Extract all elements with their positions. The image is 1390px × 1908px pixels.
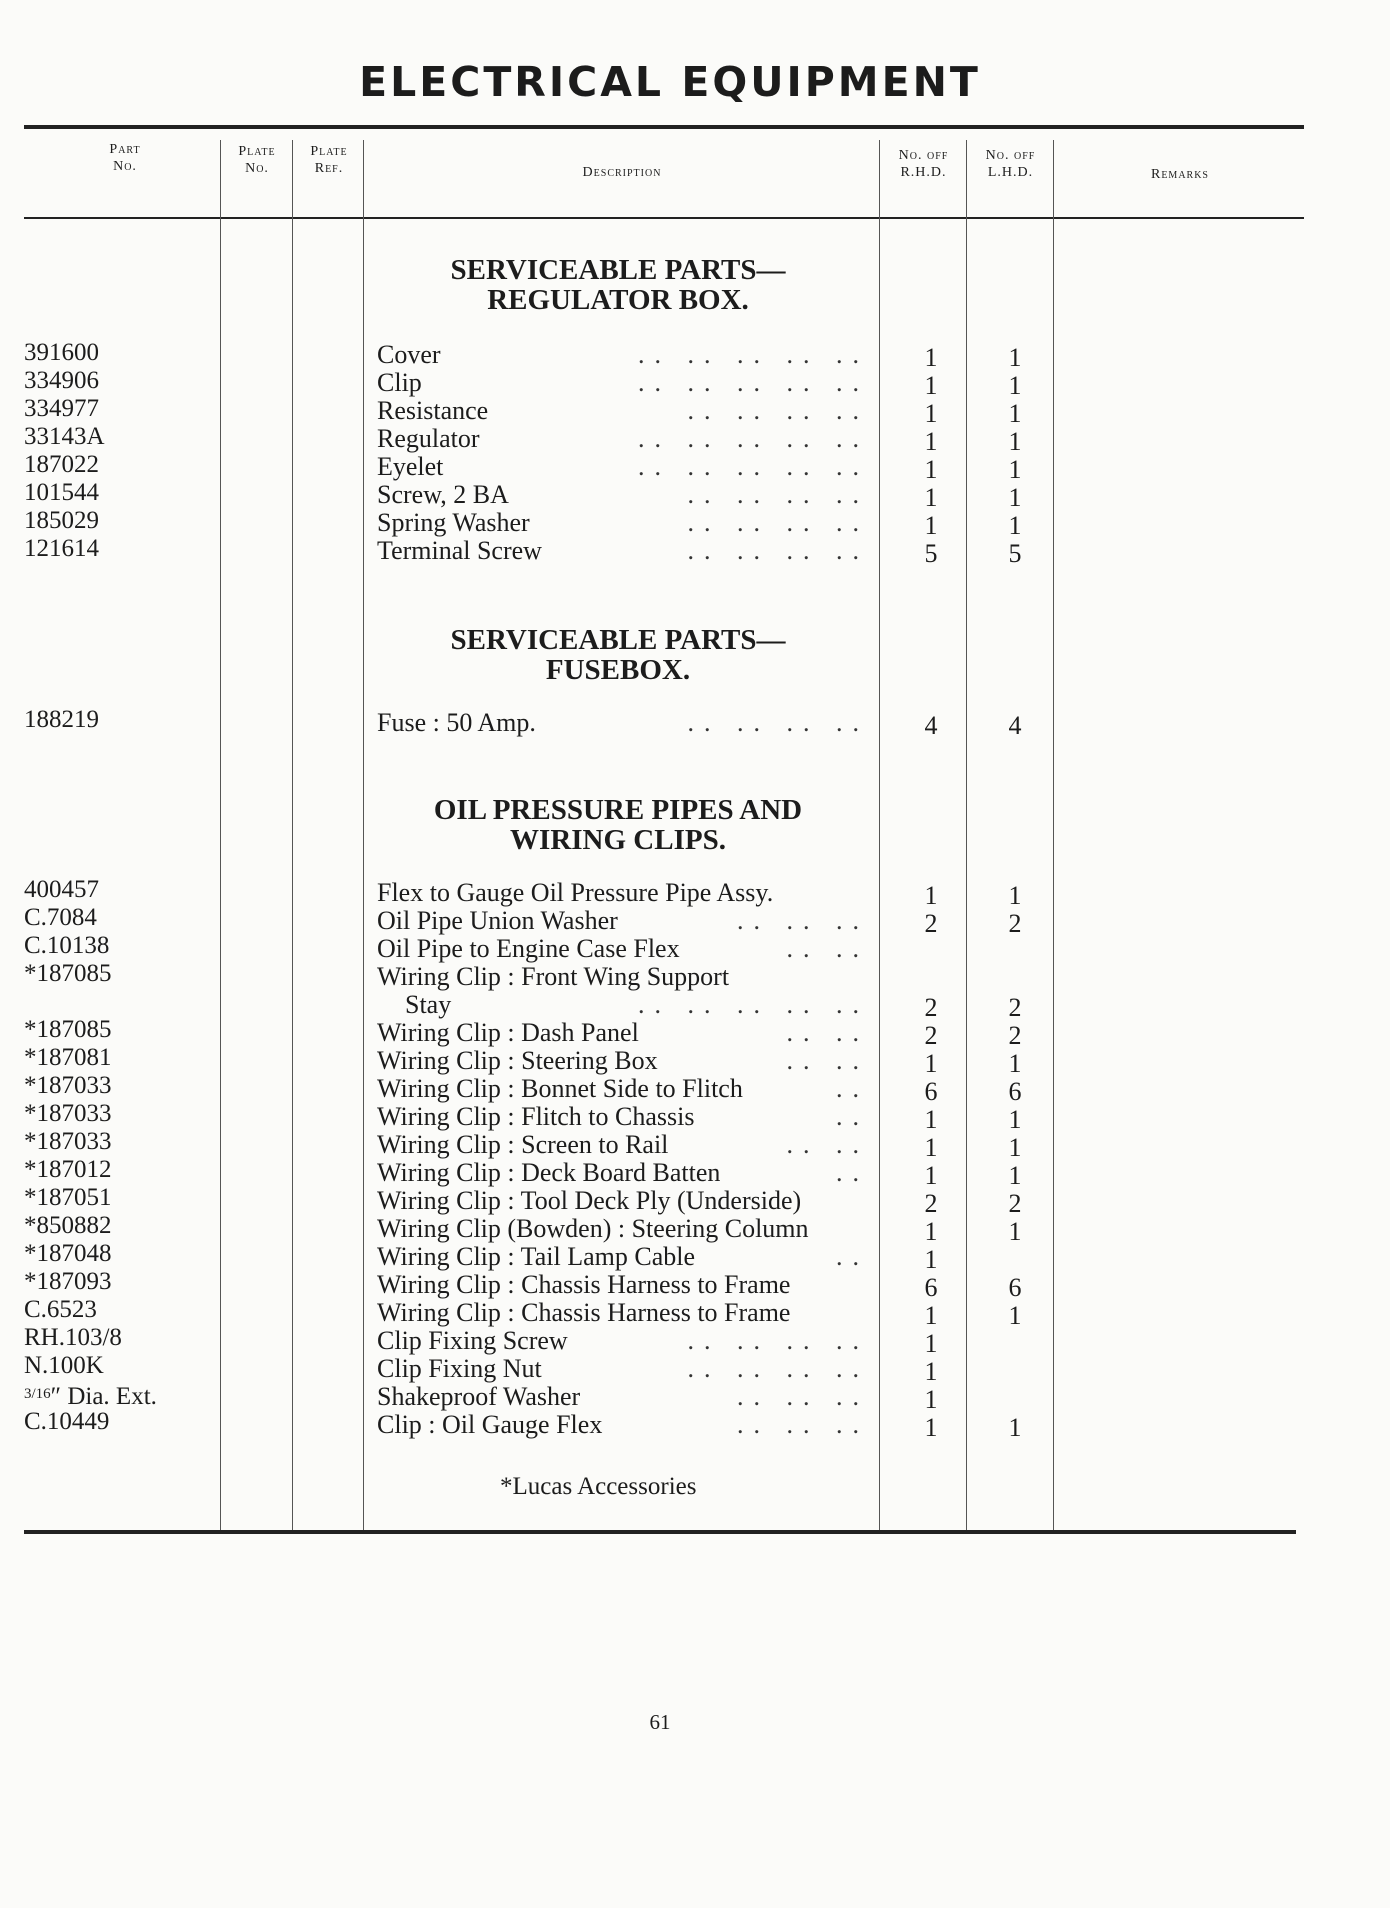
description-cell: Cover .. .. .. .. .. <box>377 341 869 369</box>
col-rule-plate-ref <box>363 140 364 1530</box>
part-number: C.6523 <box>24 1296 97 1323</box>
qty-lhd: 1 <box>1008 455 1022 484</box>
part-number: *187033 <box>24 1128 112 1155</box>
qty-rhd: 1 <box>924 1357 938 1386</box>
qty-lhd: 4 <box>1008 711 1022 740</box>
description-cell: Wiring Clip : Tail Lamp Cable .. <box>377 1243 869 1271</box>
qty-lhd: 2 <box>1008 1189 1022 1218</box>
qty-rhd: 1 <box>924 343 938 372</box>
part-number: 187022 <box>24 451 99 478</box>
description-cell: Wiring Clip : Chassis Harness to Frame <box>377 1299 791 1327</box>
col-rule-part <box>220 140 221 1530</box>
part-number: *187033 <box>24 1072 112 1099</box>
description-cell: Eyelet .. .. .. .. .. <box>377 453 869 481</box>
qty-lhd: 1 <box>1008 511 1022 540</box>
part-number: *187085 <box>24 1016 112 1043</box>
description-cell: Clip .. .. .. .. .. <box>377 369 869 397</box>
qty-lhd: 6 <box>1008 1077 1022 1106</box>
description-cell: Clip : Oil Gauge Flex .. .. .. <box>377 1411 869 1439</box>
part-number: *187012 <box>24 1156 112 1183</box>
qty-rhd: 1 <box>924 1133 938 1162</box>
part-number: C.10138 <box>24 932 110 959</box>
description-cell: Fuse : 50 Amp. .. .. .. .. <box>377 709 869 737</box>
col-rule-desc <box>879 140 880 1530</box>
qty-rhd: 1 <box>924 1301 938 1330</box>
qty-rhd: 1 <box>924 1217 938 1246</box>
col-rule-lhd <box>1053 140 1054 1530</box>
qty-rhd: 1 <box>924 399 938 428</box>
description-cell: Wiring Clip : Bonnet Side to Flitch .. <box>377 1075 869 1103</box>
qty-lhd: 1 <box>1008 1133 1022 1162</box>
qty-rhd: 6 <box>924 1077 938 1106</box>
description-cell: Flex to Gauge Oil Pressure Pipe Assy. <box>377 879 774 907</box>
qty-rhd: 2 <box>924 1021 938 1050</box>
part-number: 400457 <box>24 876 99 903</box>
qty-rhd: 1 <box>924 1413 938 1442</box>
qty-lhd: 6 <box>1008 1273 1022 1302</box>
qty-rhd: 1 <box>924 1245 938 1274</box>
qty-rhd: 2 <box>924 909 938 938</box>
qty-lhd: 1 <box>1008 1161 1022 1190</box>
part-number: 101544 <box>24 479 99 506</box>
description-cell: Wiring Clip : Screen to Rail .. .. <box>377 1131 869 1159</box>
part-number: N.100K <box>24 1352 104 1379</box>
qty-rhd: 6 <box>924 1273 938 1302</box>
page-number: 61 <box>649 1710 671 1734</box>
qty-rhd: 4 <box>924 711 938 740</box>
header-rule <box>24 217 1304 219</box>
part-number: C.10449 <box>24 1408 110 1435</box>
qty-lhd: 2 <box>1008 993 1022 1022</box>
description-cell: Clip Fixing Nut .. .. .. .. <box>377 1355 869 1383</box>
qty-lhd: 2 <box>1008 1021 1022 1050</box>
qty-rhd: 1 <box>924 1385 938 1414</box>
page-title: ELECTRICAL EQUIPMENT <box>359 58 981 106</box>
description-cell: Regulator .. .. .. .. .. <box>377 425 869 453</box>
qty-lhd: 1 <box>1008 371 1022 400</box>
description-cell: Wiring Clip : Dash Panel .. .. <box>377 1019 869 1047</box>
part-number: RH.103/8 <box>24 1324 122 1351</box>
description-cell: Shakeproof Washer .. .. .. <box>377 1383 869 1411</box>
qty-rhd: 1 <box>924 1105 938 1134</box>
qty-lhd: 1 <box>1008 1413 1022 1442</box>
description-cell: Clip Fixing Screw .. .. .. .. <box>377 1327 869 1355</box>
description-cell: Wiring Clip : Steering Box .. .. <box>377 1047 869 1075</box>
part-number: 121614 <box>24 535 99 562</box>
header-part-no: Part No. <box>109 142 141 174</box>
description-cell: Oil Pipe Union Washer .. .. .. <box>377 907 869 935</box>
part-number: 33143A <box>24 423 105 450</box>
part-number: *850882 <box>24 1212 112 1239</box>
qty-lhd: 1 <box>1008 427 1022 456</box>
header-rhd: No. off R.H.D. <box>898 148 949 180</box>
description-cell: Wiring Clip : Deck Board Batten .. <box>377 1159 869 1187</box>
header-plate-ref: Plate Ref. <box>310 144 348 176</box>
qty-rhd: 1 <box>924 1049 938 1078</box>
part-number: 188219 <box>24 706 99 733</box>
top-rule <box>24 125 1304 129</box>
bottom-rule <box>24 1530 1296 1534</box>
qty-lhd: 1 <box>1008 881 1022 910</box>
header-description: Description <box>582 165 662 180</box>
qty-rhd: 1 <box>924 427 938 456</box>
qty-rhd: 1 <box>924 1329 938 1358</box>
header-remarks: Remarks <box>1150 167 1209 182</box>
part-number: *187093 <box>24 1268 112 1295</box>
qty-lhd: 1 <box>1008 399 1022 428</box>
qty-rhd: 1 <box>924 371 938 400</box>
qty-rhd: 1 <box>924 455 938 484</box>
part-number: 185029 <box>24 507 99 534</box>
header-plate-no: Plate No. <box>238 144 276 176</box>
col-rule-rhd <box>966 140 967 1530</box>
part-number: *187051 <box>24 1184 112 1211</box>
qty-rhd: 2 <box>924 1189 938 1218</box>
description-cell: Wiring Clip (Bowden) : Steering Column <box>377 1215 809 1243</box>
qty-rhd: 2 <box>924 993 938 1022</box>
qty-lhd: 5 <box>1008 539 1022 568</box>
description-cell: Terminal Screw .. .. .. .. <box>377 537 869 565</box>
footnote: *Lucas Accessories <box>500 1473 697 1500</box>
description-cell: Wiring Clip : Front Wing Support <box>377 963 730 991</box>
description-cell: Spring Washer .. .. .. .. <box>377 509 869 537</box>
description-cell: Wiring Clip : Chassis Harness to Frame <box>377 1271 791 1299</box>
part-number: 334977 <box>24 395 99 422</box>
qty-rhd: 1 <box>924 881 938 910</box>
description-cell: Screw, 2 BA .. .. .. .. <box>377 481 869 509</box>
qty-rhd: 5 <box>924 539 938 568</box>
part-number: *187085 <box>24 960 112 987</box>
part-number: C.7084 <box>24 904 97 931</box>
col-rule-plate-no <box>292 140 293 1530</box>
qty-lhd: 1 <box>1008 483 1022 512</box>
section-heading-oil-pressure-pipes: OIL PRESSURE PIPES AND WIRING CLIPS. <box>433 794 803 856</box>
header-lhd: No. off L.H.D. <box>985 148 1036 180</box>
part-number: 391600 <box>24 339 99 366</box>
qty-lhd: 1 <box>1008 343 1022 372</box>
qty-lhd: 1 <box>1008 1105 1022 1134</box>
description-cell: Resistance .. .. .. .. <box>377 397 869 425</box>
part-number: 334906 <box>24 367 99 394</box>
description-cell: Oil Pipe to Engine Case Flex .. .. <box>377 935 869 963</box>
qty-rhd: 1 <box>924 1161 938 1190</box>
description-cell: Stay .. .. .. .. .. <box>405 991 869 1019</box>
section-heading-fusebox: SERVICEABLE PARTS— FUSEBOX. <box>450 624 786 686</box>
part-number: *187033 <box>24 1100 112 1127</box>
description-cell: Wiring Clip : Tool Deck Ply (Underside) <box>377 1187 802 1215</box>
qty-rhd: 1 <box>924 511 938 540</box>
description-cell: Wiring Clip : Flitch to Chassis .. <box>377 1103 869 1131</box>
qty-lhd: 1 <box>1008 1217 1022 1246</box>
part-number: *187081 <box>24 1044 112 1071</box>
qty-rhd: 1 <box>924 483 938 512</box>
qty-lhd: 2 <box>1008 909 1022 938</box>
part-number: $^{3/16}$″ Dia. Ext. <box>24 1383 157 1410</box>
part-number: *187048 <box>24 1240 112 1267</box>
section-heading-regulator-box: SERVICEABLE PARTS— REGULATOR BOX. <box>450 254 786 316</box>
qty-lhd: 1 <box>1008 1301 1022 1330</box>
qty-lhd: 1 <box>1008 1049 1022 1078</box>
